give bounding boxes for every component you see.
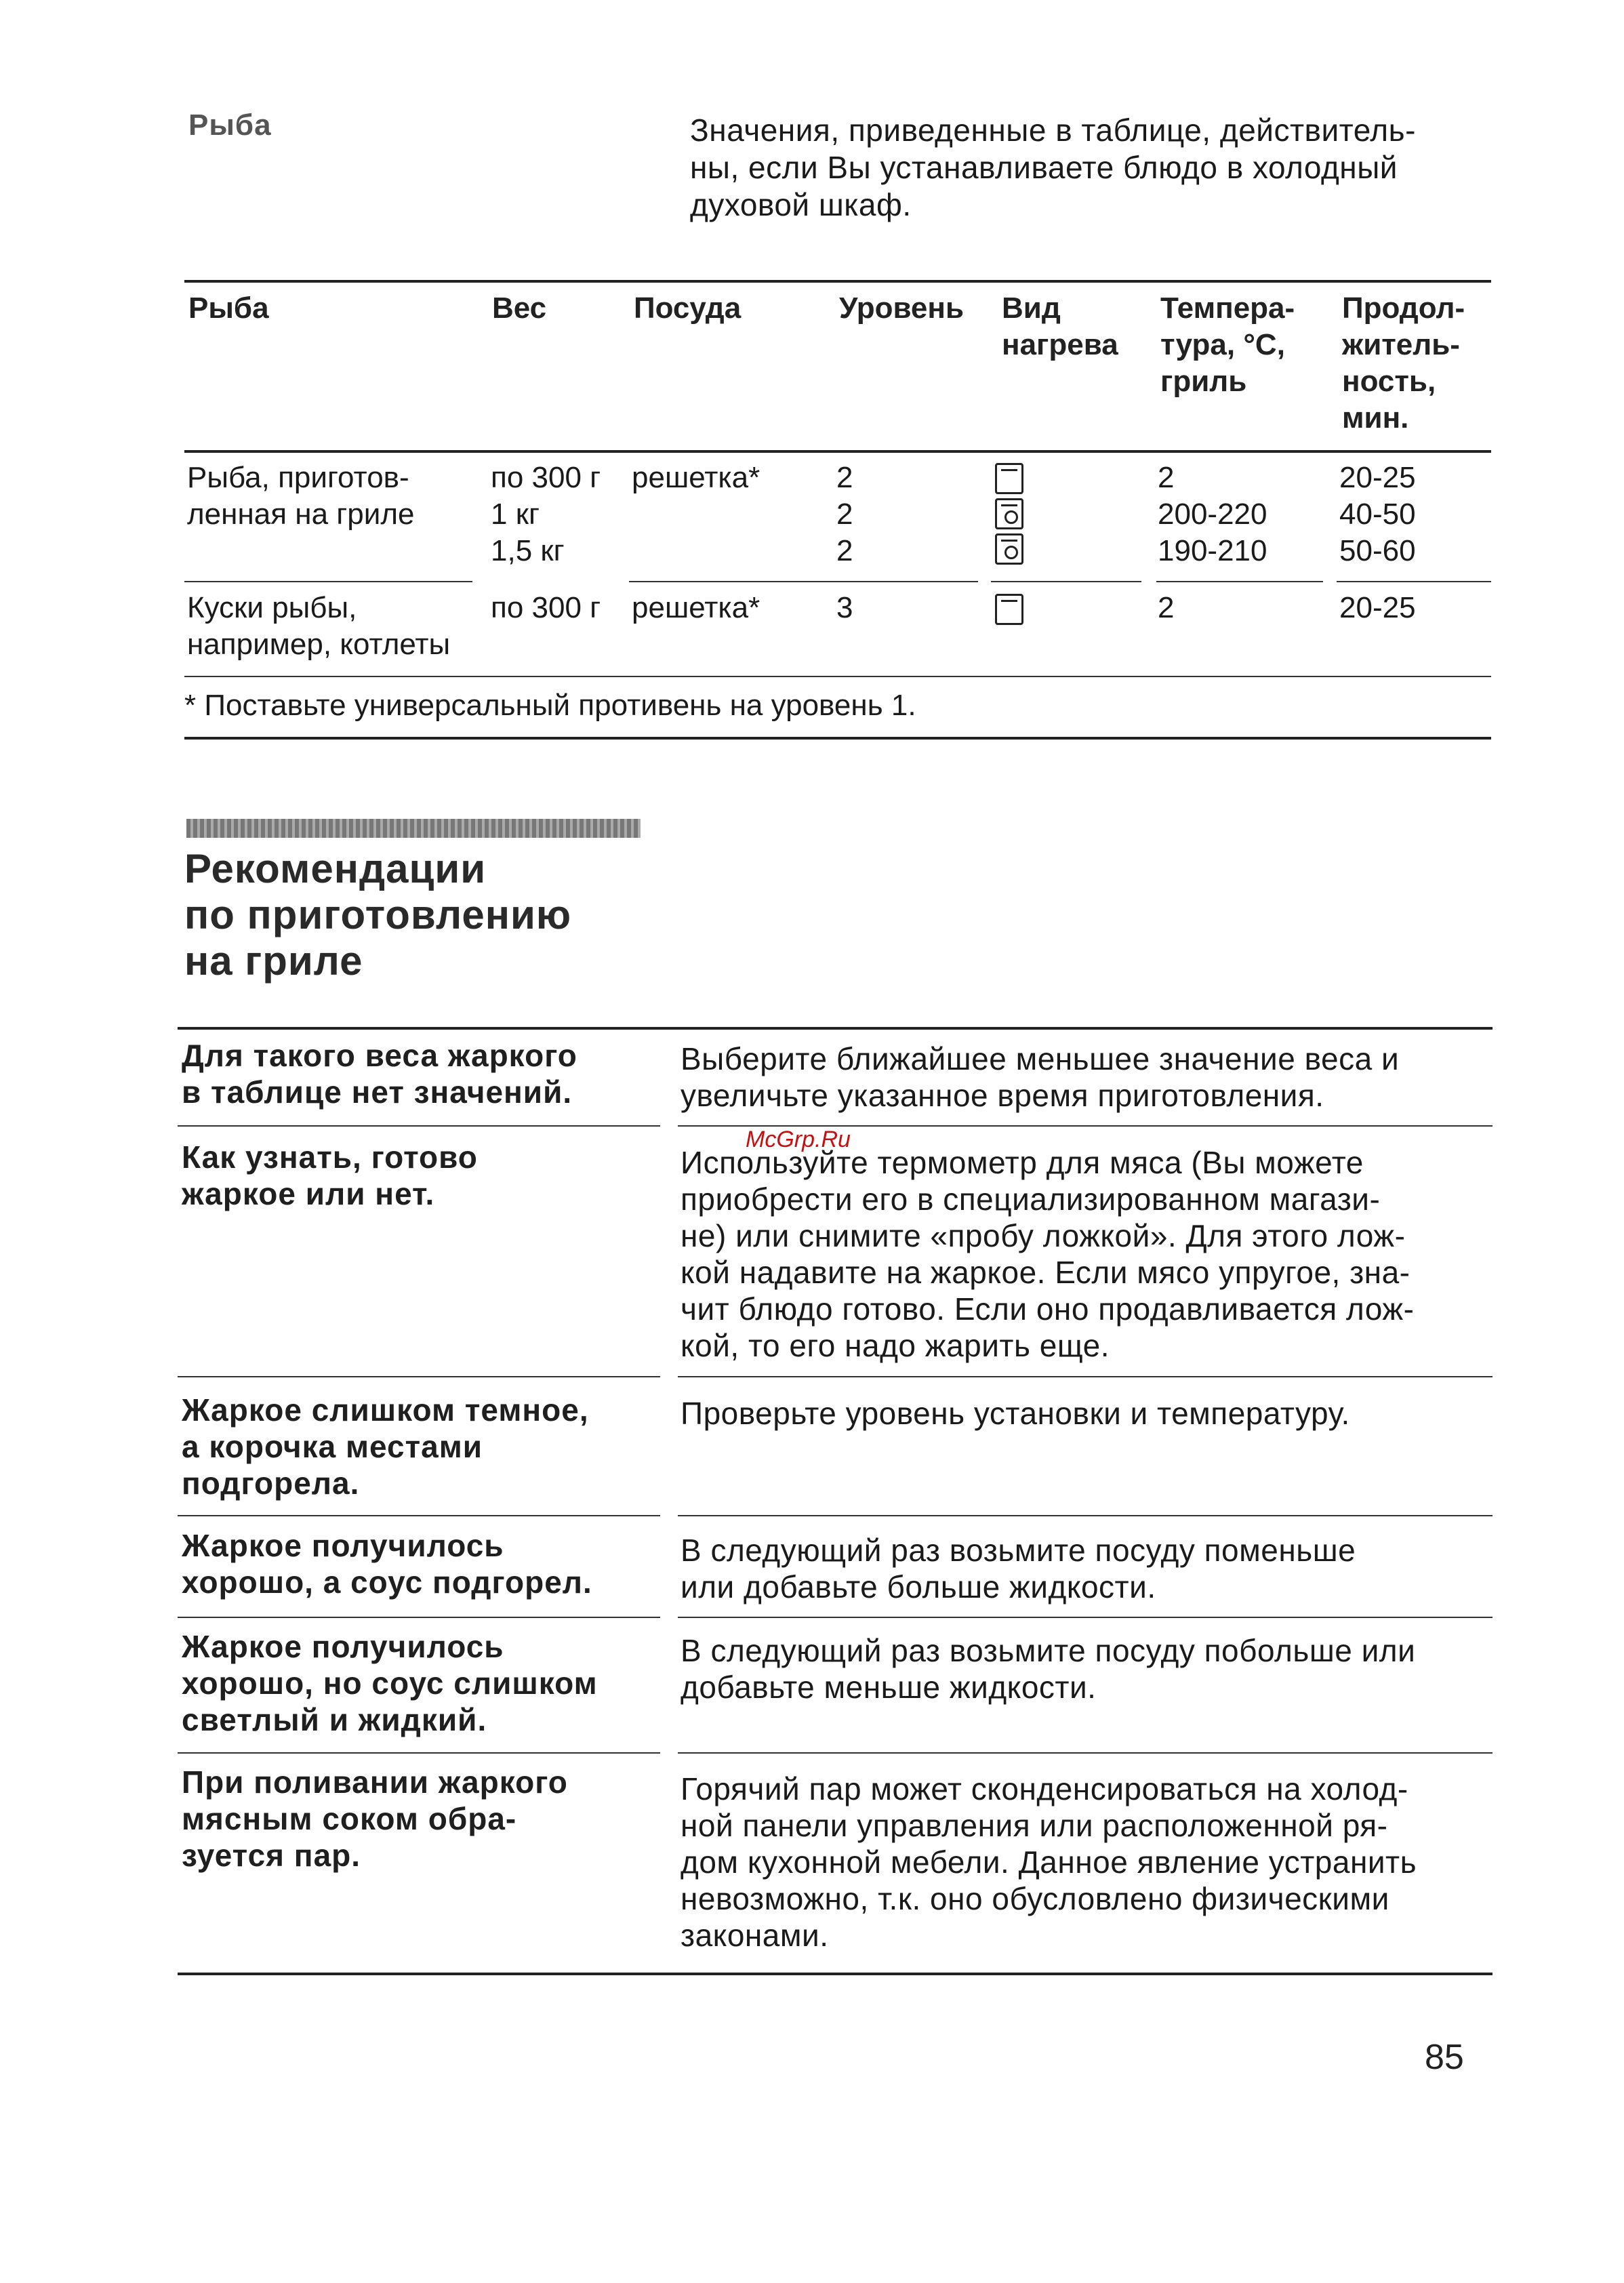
top-grill-icon <box>995 463 1023 494</box>
recommendation-question: Жаркое получилось хорошо, но соус слишком светлый и жидкий. <box>182 1629 598 1737</box>
table-bottom-rule <box>184 737 1491 740</box>
row1-dish: решетка* <box>632 461 760 494</box>
header-weight: Вес <box>492 291 547 325</box>
heading-decoration-bar <box>186 819 641 838</box>
header-level: Уровень <box>839 291 965 325</box>
row2-dish: решетка* <box>632 591 760 624</box>
row2-weight: по 300 г <box>491 591 601 624</box>
item-rule <box>178 1752 660 1754</box>
row2-level: 3 <box>836 591 853 624</box>
header-duration: Продол- житель- ность, мин. <box>1342 291 1465 435</box>
item-rule <box>178 1617 660 1618</box>
header-fish: Рыба <box>188 291 269 325</box>
item-rule <box>178 1376 660 1377</box>
top-grill-icon <box>995 594 1023 625</box>
row2-temperature: 2 <box>1158 591 1175 624</box>
watermark: McGrp.Ru <box>746 1127 851 1152</box>
item-rule <box>678 1515 1493 1516</box>
item-rule <box>678 1752 1493 1754</box>
item-rule <box>178 1125 660 1127</box>
header-dish: Посуда <box>634 291 742 325</box>
intro-line: ны, если Вы устанавливаете блюдо в холодный <box>690 150 1398 185</box>
recommendation-question: При поливании жаркого мясным соком обра- зуется пар. <box>182 1764 568 1873</box>
header-heating: Вид нагрева <box>1002 291 1118 361</box>
row2-duration: 20-25 <box>1339 591 1416 624</box>
table-footnote: * Поставьте универсальный противень на уровень 1. <box>184 689 916 722</box>
item-rule <box>178 1515 660 1516</box>
row1-name: Рыба, приготов- ленная на гриле <box>187 461 415 531</box>
row-rule <box>629 581 978 582</box>
recommendation-answer: Горячий пар может сконденсироваться на холод- ной панели управления или расположенной ря- дом кухонной мебели. Данное явление устранить невозможно, т.к. оно обусловлено физическими законами. <box>681 1771 1417 1953</box>
item-rule <box>678 1376 1493 1377</box>
recommendation-answer: В следующий раз возьмите посуду побольше или добавьте меньше жидкости. <box>681 1633 1416 1705</box>
row2-name: Куски рыбы, например, котлеты <box>187 591 451 661</box>
header-temperature: Темпера- тура, °С, гриль <box>1160 291 1295 398</box>
recommendation-question: Для такого веса жаркого в таблице нет значений. <box>182 1038 577 1110</box>
recommendations-bottom-rule <box>178 1973 1493 1975</box>
intro-line: духовой шкаф. <box>690 187 912 222</box>
fan-grill-icon <box>995 533 1023 565</box>
row1-level: 2 2 2 <box>836 461 853 567</box>
fan-grill-icon <box>995 498 1023 529</box>
recommendation-question: Как узнать, готово жаркое или нет. <box>182 1139 478 1211</box>
section-label: Рыба <box>188 108 272 142</box>
item-rule <box>678 1617 1493 1618</box>
page-number: 85 <box>1425 2038 1464 2077</box>
row-rule <box>991 581 1141 582</box>
row1-temperature: 2 200-220 190-210 <box>1158 461 1267 567</box>
recommendation-question: Жаркое слишком темное, а корочка местами подгорела. <box>182 1392 589 1501</box>
table-top-rule <box>184 280 1491 283</box>
header-rule <box>184 450 1491 453</box>
row1-weight: по 300 г 1 кг 1,5 кг <box>491 461 601 567</box>
row-rule <box>184 676 1491 677</box>
row1-duration: 20-25 40-50 50-60 <box>1339 461 1416 567</box>
recommendations-title: Рекомендации по приготовлению на гриле <box>184 846 572 984</box>
intro-text <box>690 112 1490 224</box>
row-rule <box>1337 581 1491 582</box>
row-rule <box>1156 581 1323 582</box>
recommendation-answer: Выберите ближайшее меньшее значение веса и увеличьте указанное время приготовления. <box>681 1041 1400 1113</box>
recommendation-answer: В следующий раз возьмите посуду поменьше или добавьте больше жидкости. <box>681 1533 1356 1604</box>
recommendation-answer: Используйте термометр для мяса (Вы можете приобрести его в специализированном магази- не) или снимите «пробу ложкой». Для этого лож- кой надавите на жаркое. Если мясо упругое, зна- чит блюдо готово. Если оно продавливается лож- кой, то его надо жарить еще. <box>681 1145 1415 1363</box>
intro-line: Значения, приведенные в таблице, действитель- <box>690 113 1416 148</box>
row-rule <box>184 581 472 582</box>
recommendation-question: Жаркое получилось хорошо, а соус подгорел. <box>182 1528 592 1600</box>
recommendations-top-rule <box>178 1027 1493 1030</box>
recommendation-answer: Проверьте уровень установки и температуру. <box>681 1396 1350 1431</box>
